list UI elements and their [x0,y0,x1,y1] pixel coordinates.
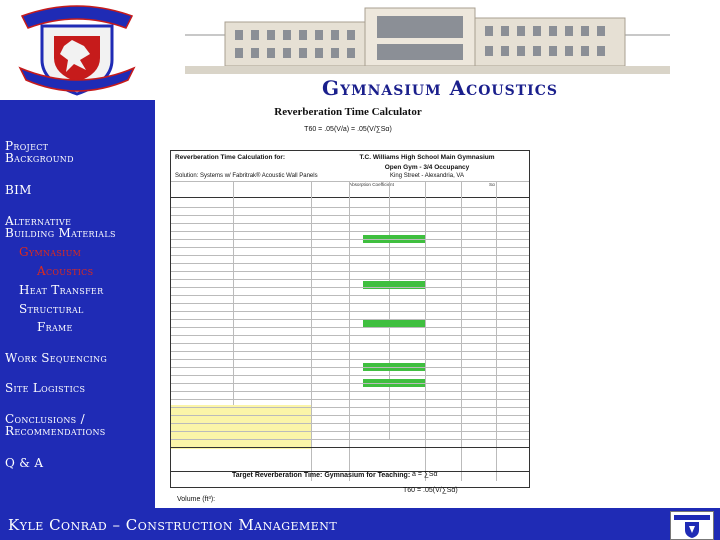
nav-item-conclusions[interactable]: Conclusions / [5,412,85,426]
nav-item-acoustics[interactable]: Acoustics [37,264,94,278]
nav-item-frame[interactable]: Frame [37,320,73,334]
sidebar-nav [0,0,155,508]
calculator-formula: T60 = .05(V/a) = .05(V/∑Sα) [304,126,392,133]
calculator-title: Reverberation Time Calculator [274,106,422,118]
presenter-name: Kyle Conrad – Construction Management [8,516,338,534]
nav-item-qa[interactable]: Q & A [5,456,44,470]
footer-bar [0,508,720,540]
nav-item-gymnasium[interactable]: Gymnasium [19,245,82,259]
target-reverb-label: Target Reverberation Time: Gymnasium for Teaching: [232,472,411,479]
volume-label: Volume (ft³): [177,496,216,503]
absorption-equation: a = ∑Sα [412,471,438,478]
project-name: T.C. Williams High School Main Gymnasium [359,154,495,161]
reverberation-calculator-image [162,100,534,503]
nav-item-project[interactable]: Project [5,139,49,153]
summary-cells [171,405,311,449]
system-label: Solution: Systems w/ Fabritrak® Acoustic Wall Panels [175,173,318,179]
reverb-equation: T60 = .05(V/∑Sα) [403,487,458,494]
crest-area [0,0,155,100]
calculator-table [170,150,530,503]
location-label: King Street - Alexandria, VA [390,173,464,179]
nav-item-alternative[interactable]: Alternative [5,214,72,228]
slide-title: Gymnasium Acoustics [322,76,558,100]
nav-item-work-sequencing[interactable]: Work Sequencing [5,351,108,365]
absorption-header: Absorption Coefficient [349,182,394,187]
building-rendering-image [185,0,670,74]
highlight-row-3 [363,319,425,327]
school-crest-logo [14,2,140,98]
nav-item-building-materials[interactable]: Building Materials [5,226,116,240]
nav-item-site-logistics[interactable]: Site Logistics [5,381,86,395]
calc-for-label: Reverberation Time Calculation for: [175,154,286,161]
nav-item-recommendations[interactable]: Recommendations [5,424,106,438]
nav-item-background[interactable]: Background [5,151,74,165]
sa-header: Sα [489,182,495,187]
nav-item-heat-transfer[interactable]: Heat Transfer [19,283,104,297]
nav-item-structural[interactable]: Structural [19,302,84,316]
nav-item-bim[interactable]: BIM [5,183,32,197]
occupancy-label: Open Gym - 3/4 Occupancy [384,164,470,171]
penn-state-logo [670,511,714,540]
